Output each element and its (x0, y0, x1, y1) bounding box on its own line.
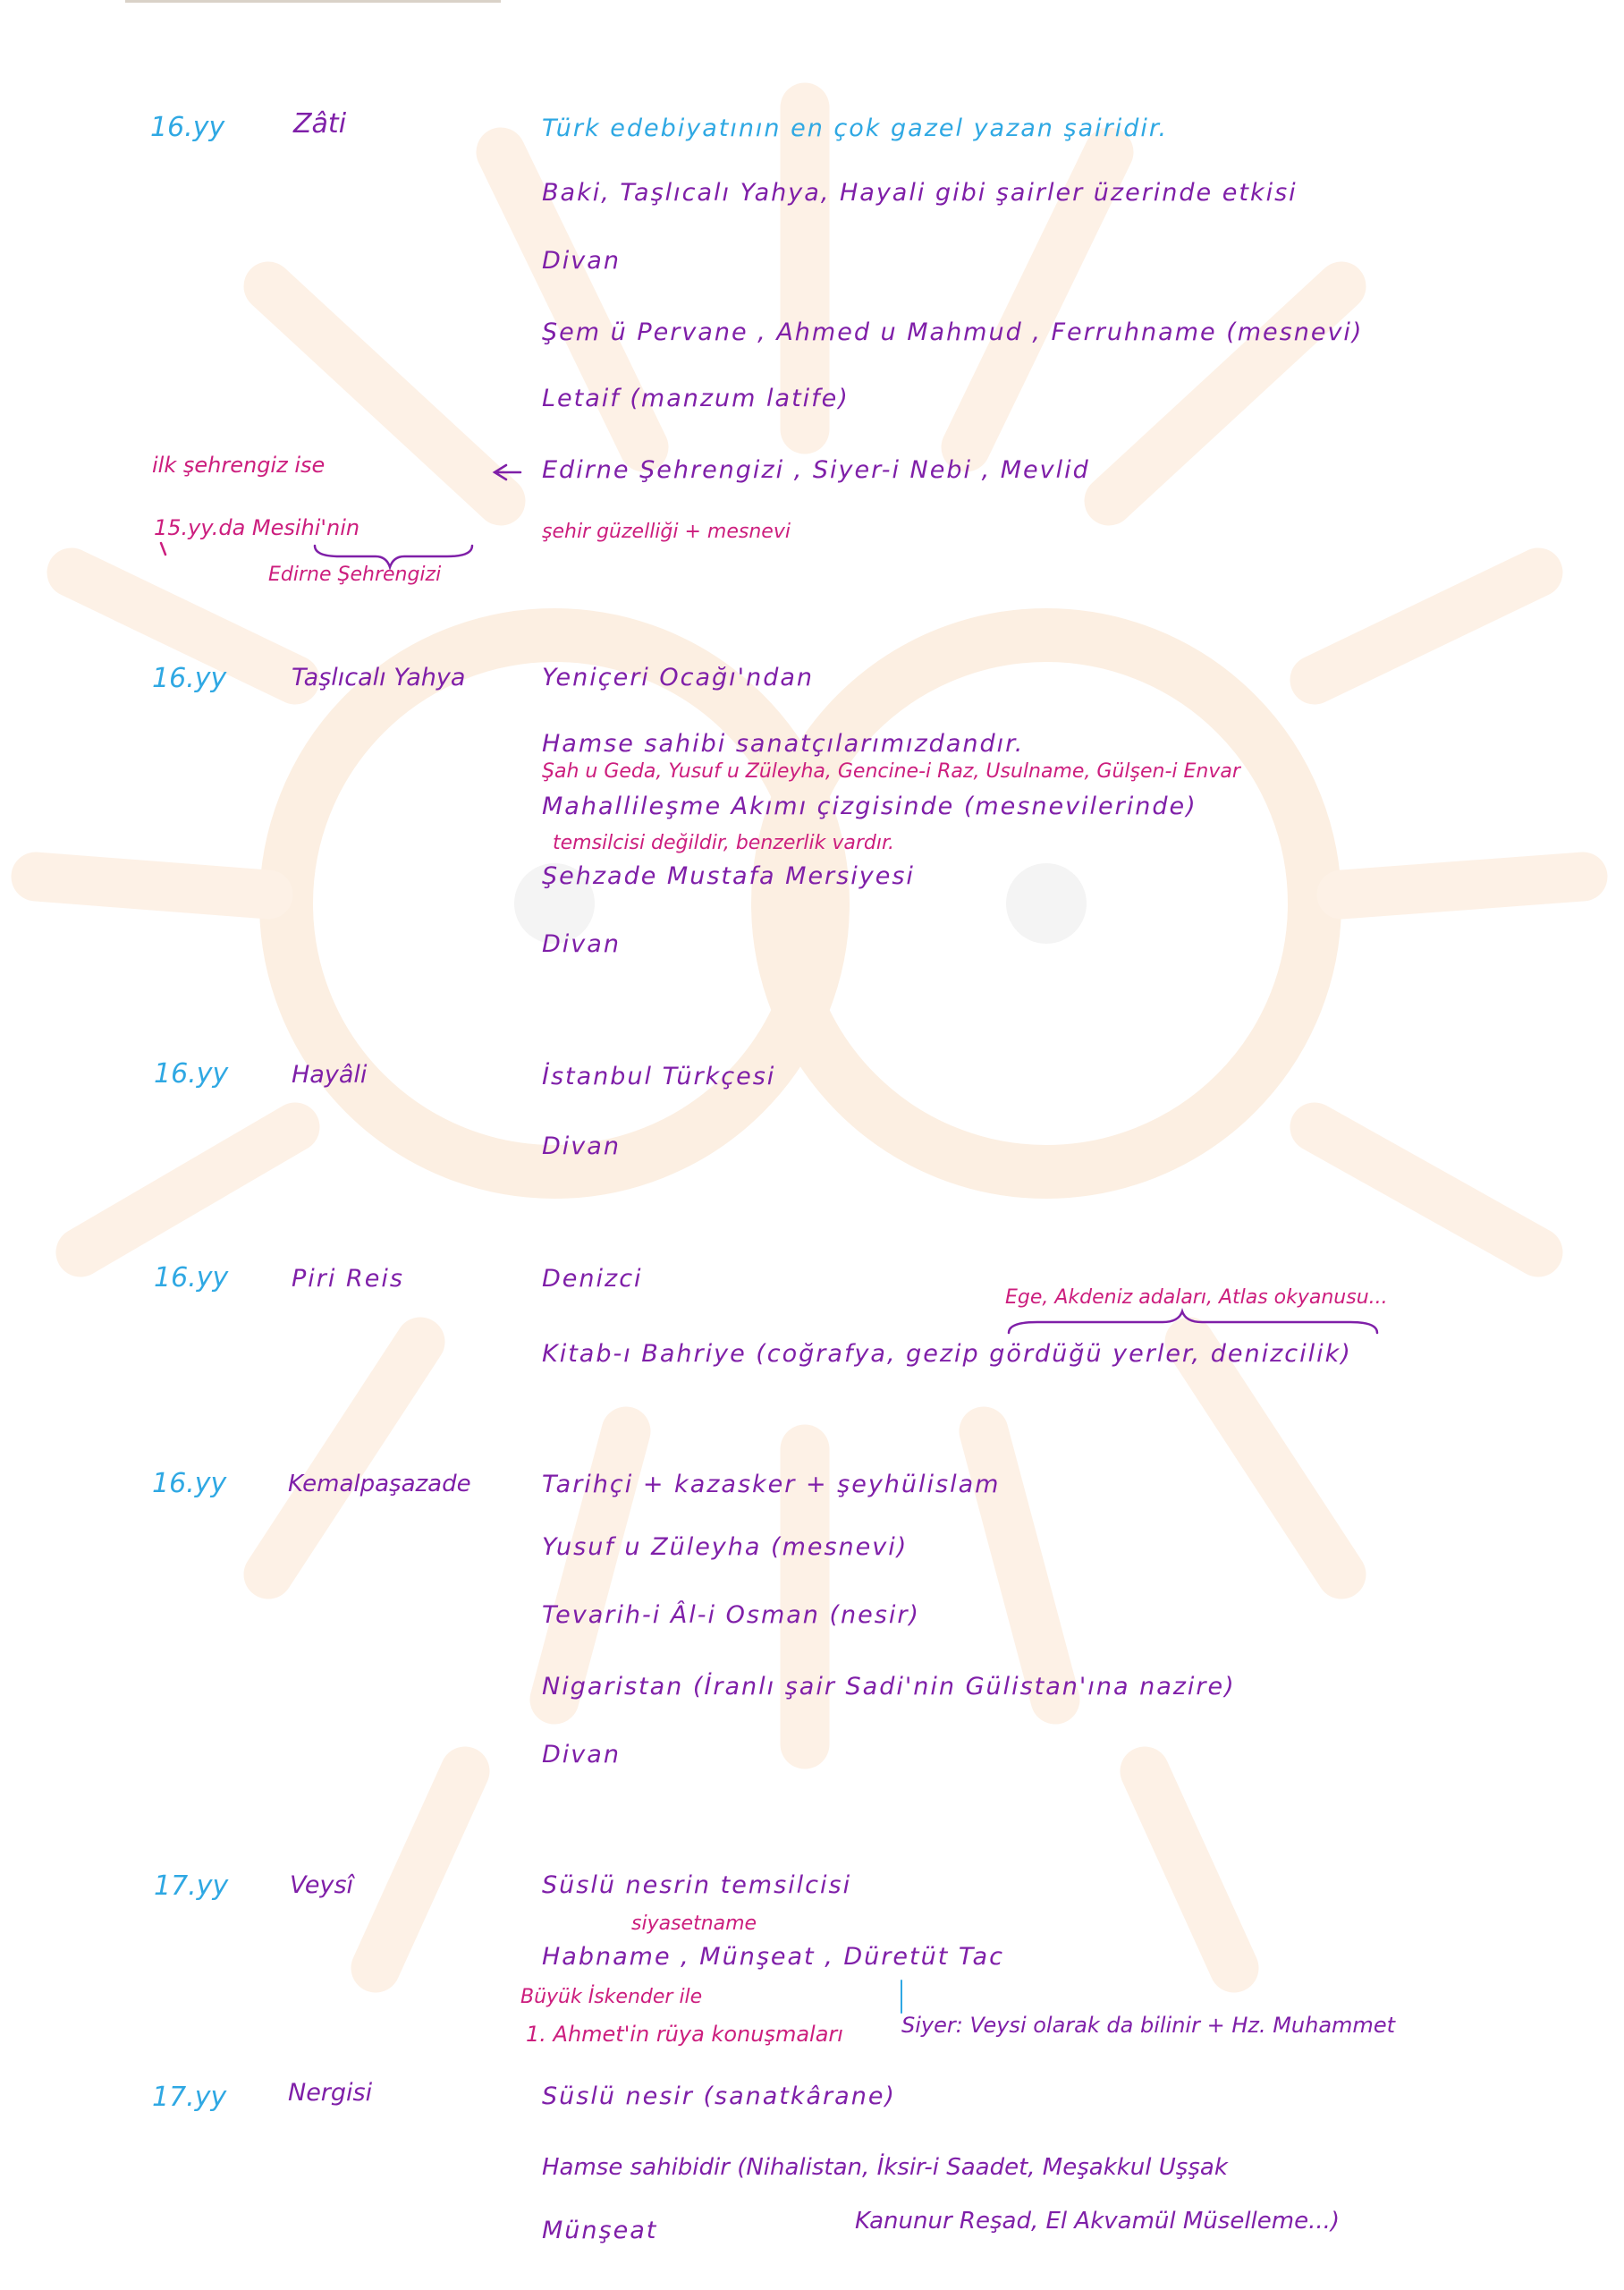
page-top-edge (125, 0, 501, 3)
note-line: Hamse sahibi sanatçılarımızdandır. (542, 730, 1025, 758)
note-line: Kanunur Reşad, El Akvamül Müselleme...) (855, 2208, 1341, 2235)
century-label: 16.yy (150, 112, 225, 143)
note-line: Denizci (542, 1265, 643, 1293)
note-line: Tevarih-i Âl-i Osman (nesir) (542, 1601, 920, 1629)
side-note: Büyük İskender ile (520, 1986, 703, 2008)
side-note: siyasetname (631, 1913, 757, 1935)
note-line: Letaif (manzum latife) (542, 385, 850, 412)
side-note: Edirne Şehrengizi (268, 564, 442, 586)
note-line: temsilcisi değildir, benzerlik vardır. (553, 832, 895, 854)
century-label: 17.yy (152, 2082, 227, 2113)
note-line: Süslü nesrin temsilcisi (542, 1871, 852, 1899)
author-name: Kemalpaşazade (288, 1471, 471, 1497)
note-line: Türk edebiyatının en çok gazel yazan şairidir. (542, 114, 1169, 142)
note-line: Yeniçeri Ocağı'ndan (542, 664, 815, 691)
note-line: Süslü nesir (sanatkârane) (542, 2082, 896, 2110)
note-line: Nigaristan (İranlı şair Sadi'nin Gülistan'ına nazire) (542, 1673, 1236, 1701)
note-line: Habname , Münşeat , Düretüt Tac (542, 1943, 1004, 1971)
author-name: Hayâli (292, 1061, 368, 1089)
work-list: Şah u Geda, Yusuf u Züleyha, Gencine-i Raz, Usulname, Gülşen-i Envar (542, 760, 1240, 783)
note-line: Münşeat (542, 2217, 658, 2244)
note-line-highlight: Edirne Şehrengizi , Siyer-i Nebi , Mevlid (542, 456, 1090, 484)
note-line: Hamse sahibidir (Nihalistan, İksir-i Saadet, Meşakkul Uşşak (542, 2154, 1228, 2181)
note-line: Ege, Akdeniz adaları, Atlas okyanusu... (1005, 1286, 1388, 1309)
note-line: Şehzade Mustafa Mersiyesi (542, 862, 915, 890)
author-name: Veysî (290, 1871, 354, 1899)
side-note: 1. Ahmet'in rüya konuşmaları (526, 2022, 843, 2047)
note-line: Divan (542, 1132, 621, 1160)
note-line: Divan (542, 247, 621, 275)
author-name: Nergisi (288, 2079, 373, 2107)
century-label: 16.yy (154, 1262, 229, 1293)
note-line: Baki, Taşlıcalı Yahya, Hayali gibi şairler üzerinde etkisi (542, 179, 1298, 207)
note-line: şehir güzelliği + mesnevi (542, 521, 791, 543)
note-line: Şem ü Pervane , Ahmed u Mahmud , Ferruhname (mesnevi) (542, 318, 1364, 346)
note-line: Kitab-ı Bahriye (coğrafya, gezip gördüğü yerler, denizcilik) (542, 1340, 1352, 1368)
note-line: Mahallileşme Akımı çizgisinde (mesnevilerinde) (542, 793, 1197, 820)
century-label: 16.yy (152, 1468, 227, 1499)
note-line: Yusuf u Züleyha (mesnevi) (542, 1533, 909, 1561)
author-name: Zâti (293, 108, 347, 140)
century-label: 17.yy (154, 1870, 229, 1902)
note-line: Divan (542, 1741, 621, 1768)
note-line: Divan (542, 930, 621, 958)
side-note: ilk şehrengiz ise (152, 453, 326, 478)
note-line: Siyer: Veysi olarak da bilinir + Hz. Muhammet (901, 2013, 1395, 2038)
century-label: 16.yy (152, 663, 227, 694)
side-note: 15.yy.da Mesihi'nin (154, 515, 360, 540)
century-label: 16.yy (154, 1058, 229, 1090)
note-line: İstanbul Türkçesi (542, 1063, 776, 1090)
author-name: Taşlıcalı Yahya (292, 664, 466, 691)
author-name: Piri Reis (292, 1265, 404, 1293)
note-line: Tarihçi + kazasker + şeyhülislam (542, 1471, 1001, 1498)
